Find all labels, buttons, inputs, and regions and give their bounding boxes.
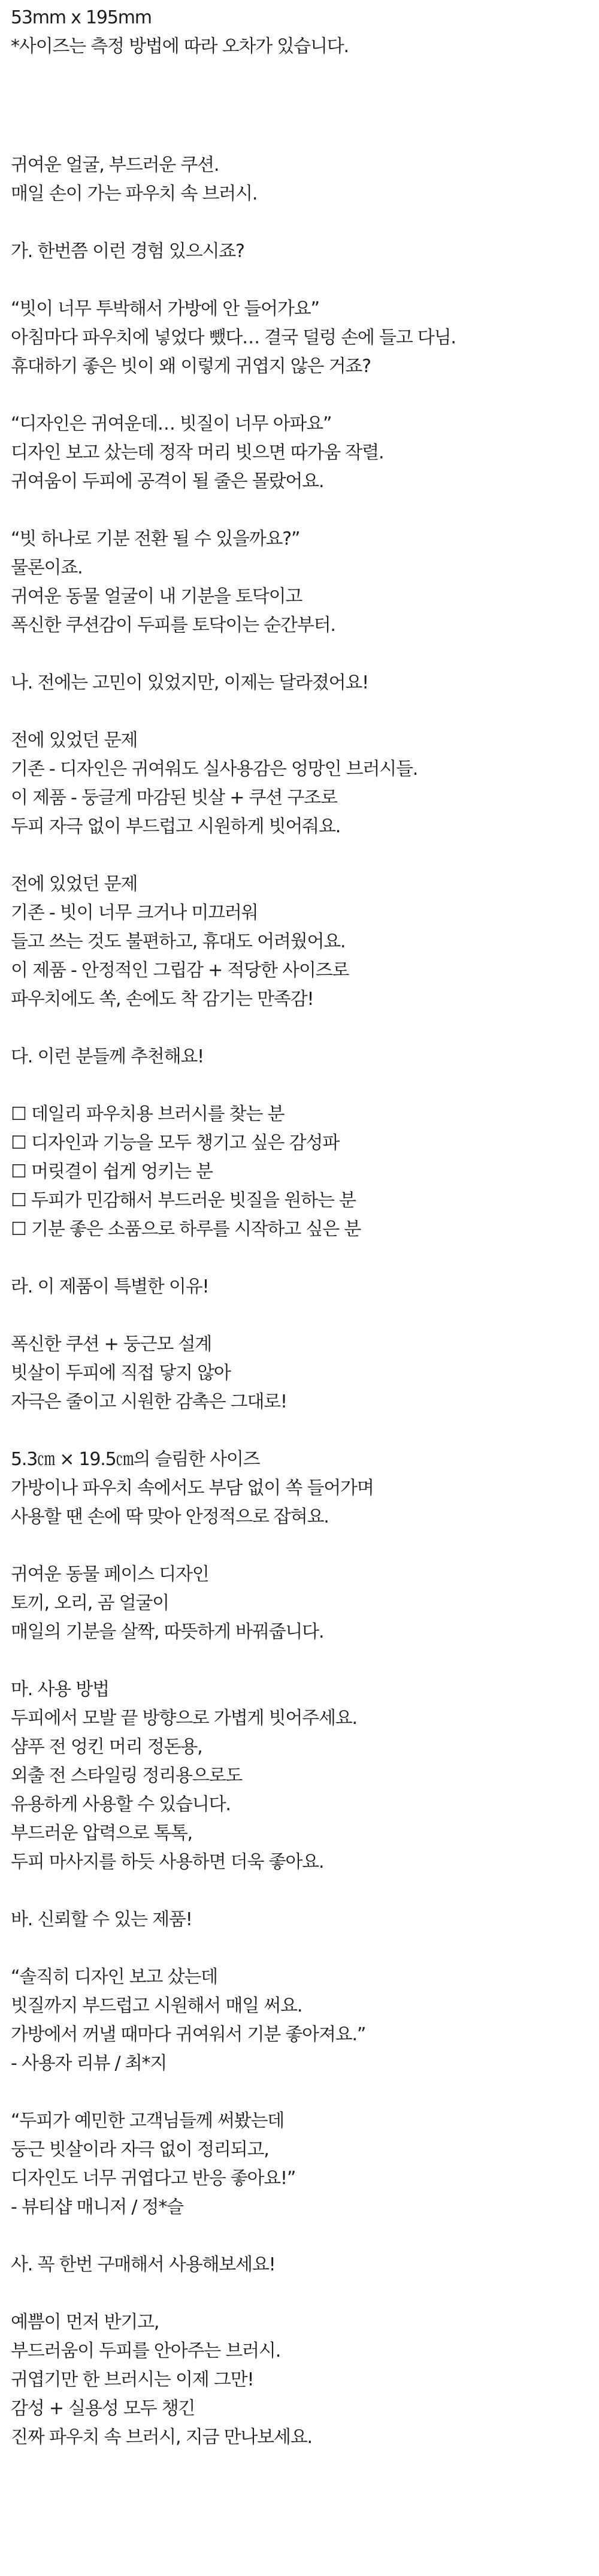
before-after-block (11, 870, 588, 1014)
feature-block (11, 1560, 588, 1647)
spacer (11, 266, 588, 295)
review-block (11, 1963, 588, 2078)
quote-line: 휴대하기 좋은 빗이 왜 이렇게 귀엽지 않은 거죠? (11, 356, 371, 377)
after-line: 이 제품 - 둥글게 마감된 빗살 + 쿠션 구조로 (11, 787, 337, 808)
closing-line: 진짜 파우치 속 브러시, 지금 만나보세요. (11, 2427, 312, 2448)
checklist-item: ☐ 두피가 민감해서 부드러운 빗질을 원하는 분 (11, 1190, 356, 1211)
spacer (11, 1532, 588, 1560)
block-title: 전에 있었던 문제 (11, 730, 138, 751)
section-heading: 라. 이 제품이 특별한 이유! (11, 1276, 209, 1297)
usage-line: 유용하게 사용할 수 있습니다. (11, 1794, 231, 1815)
size-dimensions: 53mm x 195mm (11, 7, 152, 28)
feature-line: 매일의 기분을 살짝, 따뜻하게 바꿔줍니다. (11, 1621, 324, 1642)
usage-line: 두피 마사지를 하듯 사용하면 더욱 좋아요. (11, 1852, 324, 1873)
usage-line: 외출 전 스타일링 정리용으로도 (11, 1765, 243, 1786)
usage-line: 샴푸 전 엉킨 머리 정돈용, (11, 1737, 202, 1757)
intro-line: 귀여운 얼굴, 부드러운 쿠션. (11, 155, 219, 176)
product-description-document (11, 4, 588, 2452)
section-heading: 다. 이런 분들께 추천해요! (11, 1046, 204, 1067)
closing-line: 예쁨이 먼저 반기고, (11, 2312, 159, 2333)
quote-line: “빗 하나로 기분 전환 될 수 있을까요?” (11, 529, 300, 549)
feature-line: 폭신한 쿠션 + 둥근모 설계 (11, 1334, 212, 1355)
complaint-quote (11, 410, 588, 496)
complaint-quote (11, 525, 588, 640)
after-line: 이 제품 - 안정적인 그립감 + 적당한 사이즈로 (11, 960, 349, 981)
spacer (11, 1647, 588, 1675)
closing-line: 부드러움이 두피를 안아주는 브러시. (11, 2341, 281, 2361)
review-line: 디자인도 너무 귀엽다고 반응 좋아요!” (11, 2168, 296, 2189)
quote-line: 아침마다 파우치에 넣었다 뺐다… 결국 덜렁 손에 들고 다님. (11, 327, 456, 348)
review-line: 가방에서 꺼낼 때마다 귀여워서 기분 좋아져요.” (11, 2024, 366, 2045)
block-title: 전에 있었던 문제 (11, 874, 138, 895)
before-line: 기존 - 빗이 너무 크거나 미끄러워 (11, 902, 258, 923)
size-note (11, 4, 588, 61)
section-heading: 나. 전에는 고민이 있었지만, 이제는 달라졌어요! (11, 672, 368, 693)
closing-line: 감성 + 실용성 모두 챙긴 (11, 2398, 195, 2419)
spacer (11, 640, 588, 669)
spacer (11, 209, 588, 237)
spacer (11, 2222, 588, 2251)
checklist-item: ☐ 디자인과 기능을 모두 챙기고 싶은 감성파 (11, 1133, 339, 1153)
quote-line: 디자인 보고 샀는데 정작 머리 빗으면 따가움 작렬. (11, 442, 384, 463)
quote-line: 폭신한 쿠션감이 두피를 토닥이는 순간부터. (11, 615, 335, 636)
spacer (11, 1877, 588, 1905)
checklist-item: ☐ 기분 좋은 소품으로 하루를 시작하고 싶은 분 (11, 1219, 361, 1240)
closing-paragraph (11, 2308, 588, 2452)
complaint-quote (11, 295, 588, 381)
usage-line: 부드러운 압력으로 톡톡, (11, 1823, 192, 1844)
section-heading: 사. 꼭 한번 구매해서 사용해보세요! (11, 2254, 276, 2275)
section-heading: 바. 신뢰할 수 있는 제품! (11, 1909, 192, 1930)
review-line: “솔직히 디자인 보고 샀는데 (11, 1967, 217, 1988)
before-line: 기존 - 디자인은 귀여워도 실사용감은 엉망인 브러시들. (11, 759, 418, 780)
feature-line: 토끼, 오리, 곰 얼굴이 (11, 1593, 169, 1614)
section-heading: 가. 한번쯤 이런 경험 있으시죠? (11, 241, 244, 262)
feature-line: 5.3㎝ × 19.5㎝의 슬림한 사이즈 (11, 1449, 260, 1470)
quote-line: 귀여움이 두피에 공격이 될 줄은 몰랐어요. (11, 471, 324, 492)
before-after-block (11, 726, 588, 841)
usage-section (11, 1675, 588, 1877)
spacer (11, 1934, 588, 1963)
quote-line: 물론이죠. (11, 557, 83, 578)
spacer (11, 381, 588, 410)
review-line: 빗질까지 부드럽고 시원해서 매일 써요. (11, 1995, 302, 2016)
feature-line: 가방이나 파우치 속에서도 부담 없이 쏙 들어가며 (11, 1478, 374, 1499)
spacer (11, 1417, 588, 1445)
before-line: 들고 쓰는 것도 불편하고, 휴대도 어려웠어요. (11, 931, 346, 952)
review-author: - 사용자 리뷰 / 최*지 (11, 2053, 167, 2074)
intro-paragraph (11, 151, 588, 209)
spacer (11, 1301, 588, 1330)
spacer (11, 1071, 588, 1100)
feature-line: 귀여운 동물 페이스 디자인 (11, 1564, 209, 1585)
review-line: 둥근 빗살이라 자극 없이 정리되고, (11, 2139, 269, 2160)
quote-line: “디자인은 귀여운데… 빗질이 너무 아파요” (11, 413, 332, 434)
feature-line: 사용할 땐 손에 딱 맞아 안정적으로 잡혀요. (11, 1506, 329, 1527)
spacer (11, 841, 588, 870)
feature-line: 자극은 줄이고 시원한 감촉은 그대로! (11, 1391, 287, 1412)
spacer (11, 1014, 588, 1043)
after-line: 파우치에도 쏙, 손에도 착 감기는 만족감! (11, 989, 314, 1010)
size-disclaimer: *사이즈는 측정 방법에 따라 오차가 있습니다. (11, 36, 349, 57)
spacer (11, 1244, 588, 1273)
quote-line: “빗이 너무 투박해서 가방에 안 들어가요” (11, 298, 319, 319)
after-line: 두피 자극 없이 부드럽고 시원하게 빗어줘요. (11, 816, 341, 837)
spacer (11, 697, 588, 726)
checklist-item: ☐ 데일리 파우치용 브러시를 찾는 분 (11, 1104, 285, 1125)
spacer (11, 2078, 588, 2107)
closing-line: 귀엽기만 한 브러시는 이제 그만! (11, 2369, 254, 2390)
usage-line: 두피에서 모발 끝 방향으로 가볍게 빗어주세요. (11, 1708, 357, 1729)
feature-line: 빗살이 두피에 직접 닿지 않아 (11, 1363, 231, 1384)
feature-block (11, 1445, 588, 1532)
review-line: “두피가 예민한 고객님들께 써봤는데 (11, 2110, 285, 2131)
checklist-item: ☐ 머릿결이 쉽게 엉키는 분 (11, 1161, 213, 1182)
recommendation-checklist (11, 1100, 588, 1244)
intro-line: 매일 손이 가는 파우치 속 브러시. (11, 183, 258, 204)
spacer (11, 61, 588, 151)
spacer (11, 496, 588, 525)
spacer (11, 2279, 588, 2308)
review-block (11, 2107, 588, 2222)
feature-block (11, 1330, 588, 1417)
section-heading: 마. 사용 방법 (11, 1679, 109, 1700)
quote-line: 귀여운 동물 얼굴이 내 기분을 토닥이고 (11, 586, 302, 607)
review-author: - 뷰티샵 매니저 / 정*슬 (11, 2197, 183, 2218)
